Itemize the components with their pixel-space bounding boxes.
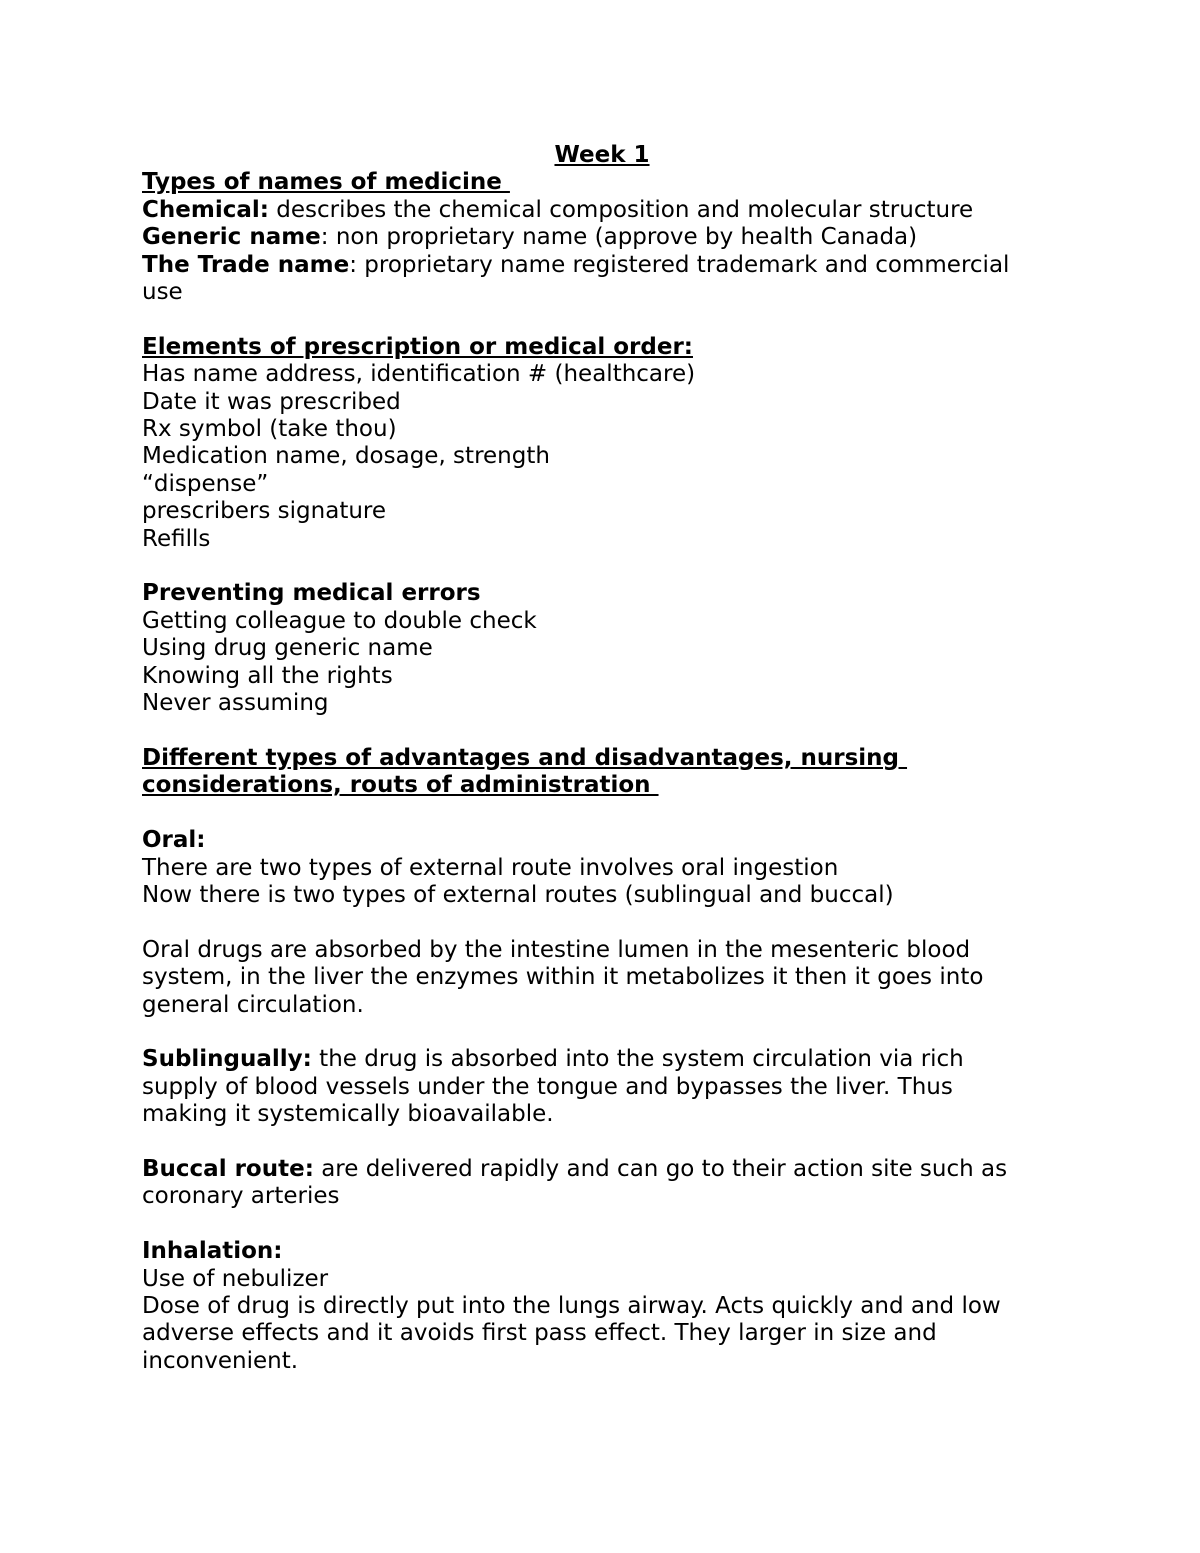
list-item: Knowing all the rights xyxy=(142,662,393,689)
spacer xyxy=(142,800,1042,827)
term-chemical: Chemical: xyxy=(142,196,269,223)
oral-line-1: There are two types of external route involves oral ingestion xyxy=(142,854,839,881)
term-trade-name: The Trade name xyxy=(142,251,350,278)
paragraph-trade-name xyxy=(142,252,1042,307)
spacer xyxy=(142,1211,1042,1238)
paragraph-chemical xyxy=(142,197,1042,224)
term-buccal: Buccal route: xyxy=(142,1155,314,1182)
spacer xyxy=(142,1019,1042,1046)
spacer xyxy=(142,306,1042,333)
document-body xyxy=(142,142,1042,1375)
paragraph-sublingual xyxy=(142,1046,1042,1128)
list-item: Date it was prescribed xyxy=(142,388,401,415)
spacer xyxy=(142,718,1042,745)
section-heading-preventing-errors: Preventing medical errors xyxy=(142,580,481,607)
page-title: Week 1 xyxy=(554,142,650,168)
spacer xyxy=(142,1129,1042,1156)
spacer xyxy=(142,553,1042,580)
list-item: “dispense” xyxy=(142,470,269,497)
list-item: Rx symbol (take thou) xyxy=(142,416,397,443)
oral-line-2: Now there is two types of external routes (sublingual and buccal) xyxy=(142,881,894,908)
list-item: Getting colleague to double check xyxy=(142,607,537,634)
inhalation-line-1: Use of nebulizer xyxy=(142,1265,329,1292)
definition-chemical: describes the chemical composition and molecular structure xyxy=(268,196,974,223)
term-generic-name: Generic name xyxy=(142,224,321,251)
section-heading-prescription-elements: Elements of prescription or medical order: xyxy=(142,333,693,360)
description-buccal: are delivered rapidly and can go to their action site such as coronary arteries xyxy=(142,1155,1008,1210)
paragraph-buccal xyxy=(142,1156,1042,1211)
subheading-oral: Oral: xyxy=(142,827,206,854)
subheading-inhalation: Inhalation: xyxy=(142,1238,283,1265)
section-heading-routes-line2: considerations, routs of administration xyxy=(142,772,659,799)
paragraph-generic-name xyxy=(142,224,1042,251)
list-item: Never assuming xyxy=(142,690,329,717)
definition-trade-name: : proprietary name registered trademark and commercial use xyxy=(142,251,1010,306)
term-sublingual: Sublingually: xyxy=(142,1046,312,1073)
list-item: prescribers signature xyxy=(142,498,387,525)
definition-generic-name: : non proprietary name (approve by health Canada) xyxy=(320,224,918,251)
spacer xyxy=(142,909,1042,936)
oral-paragraph: Oral drugs are absorbed by the intestine lumen in the mesenteric blood system, in the liver the enzymes within it metabolizes it then it goes into general circulation. xyxy=(142,936,984,1018)
section-heading-routes-line1: Different types of advantages and disadvantages, nursing xyxy=(142,744,908,771)
list-item: Refills xyxy=(142,525,211,552)
inhalation-paragraph: Dose of drug is directly put into the lungs airway. Acts quickly and and low adverse effects and it avoids first pass effect. They larger in size and inconvenient. xyxy=(142,1292,1001,1374)
list-item: Using drug generic name xyxy=(142,635,433,662)
section-heading-names-of-medicine: Types of names of medicine xyxy=(142,169,510,196)
description-sublingual: the drug is absorbed into the system circulation via rich supply of blood vessels under the tongue and bypasses the liver. Thus making it systemically bioavailable. xyxy=(142,1046,964,1128)
list-item: Medication name, dosage, strength xyxy=(142,443,550,470)
list-item: Has name address, identification # (healthcare) xyxy=(142,361,696,388)
